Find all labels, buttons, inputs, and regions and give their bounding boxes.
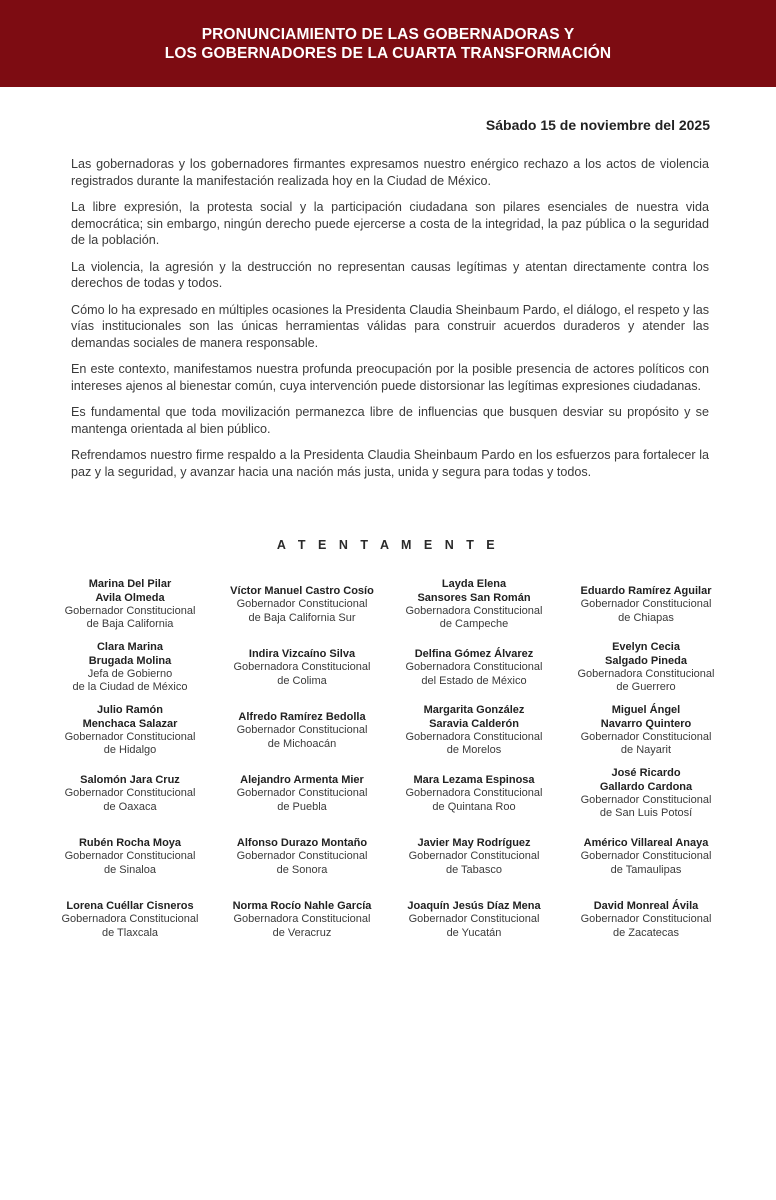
signatory-block [44, 829, 216, 885]
signatory-name: Clara Marina [96, 641, 164, 654]
signatory-title: Gobernadora Constitucional [405, 787, 543, 800]
signatory-title: de Michoacán [267, 737, 337, 750]
signatory-block [388, 892, 560, 948]
signatory-title: Gobernador Constitucional [236, 787, 368, 800]
signatory-title: Gobernadora Constitucional [233, 661, 371, 674]
signatory-title: Gobernador Constitucional [64, 731, 196, 743]
paragraph: La libre expresión, la protesta social y la participación ciudadana son pilares esenciales de nuestra vida democrática; sin embargo, ningún derecho puede ejercerse a costa de la integridad, la paz pública o la seguridad de la población. [71, 200, 709, 247]
signatory-title: Gobernadora Constitucional [405, 661, 543, 674]
signatory-block [560, 829, 732, 885]
signatory-block [388, 766, 560, 822]
signatory-title: Gobernadora Constitucional [61, 913, 199, 926]
paragraph: Las gobernadoras y los gobernadores firmantes expresamos nuestro enérgico rechazo a los actos de violencia registrados durante la manifestación realizada hoy en la Ciudad de México. [71, 157, 709, 188]
signatory-title: de Nayarit [620, 744, 672, 757]
signatory-name: Sansores San Román [417, 591, 531, 604]
signatory-name: Américo Villareal Anaya [583, 836, 709, 849]
signatory-block [216, 703, 388, 759]
signatory-block [44, 577, 216, 633]
signatory-name: Brugada Molina [88, 654, 172, 667]
signatory-name: Salomón Jara Cruz [80, 773, 180, 786]
signatory-block [216, 640, 388, 696]
signatory-name: Margarita González [423, 704, 525, 717]
signatory-title: de Zacatecas [612, 926, 680, 939]
signatory-name: Marina Del Pilar [88, 578, 172, 591]
signatory-name: Miguel Ángel [611, 704, 681, 717]
signatory-name: Evelyn Cecia [612, 641, 680, 654]
signatory-title: Gobernador Constitucional [64, 787, 196, 800]
paragraph: Cómo lo ha expresado en múltiples ocasiones la Presidenta Claudia Sheinbaum Pardo, el diálogo, el respeto y las vías institucionales son las únicas herramientas válidas para construir acuerdos duraderos y atender las demandas sociales de manera responsable. [71, 302, 709, 350]
signatory-title: de Colima [277, 674, 327, 687]
signatory-title: de Morelos [446, 744, 502, 757]
signatory-title: Gobernador Constitucional [580, 913, 712, 926]
signatory-name: Menchaca Salazar [82, 717, 178, 730]
signatory-title: Gobernadora Constitucional [405, 731, 543, 743]
signatory-name: Eduardo Ramírez Aguilar [580, 584, 712, 597]
signatory-block [388, 577, 560, 633]
signatory-title: Gobernador Constitucional [580, 731, 712, 743]
signatory-block [44, 703, 216, 759]
signatory-title: de Tamaulipas [610, 863, 682, 876]
signatory-name: José Ricardo [611, 767, 681, 780]
signatory-block [44, 892, 216, 948]
signatory-title: de Oaxaca [103, 800, 157, 813]
signatory-title: de Sinaloa [104, 863, 156, 876]
signatory-title: de Tlaxcala [101, 926, 159, 939]
signatory-title: Gobernador Constitucional [236, 598, 368, 611]
paragraph: Refrendamos nuestro firme respaldo a la Presidenta Claudia Sheinbaum Pardo en los esfuerzos para fortalecer la paz y la seguridad, y avanzar hacia una nación más justa, unida y segura para todas y todos. [71, 448, 709, 479]
signatory-title: Gobernadora Constitucional [405, 605, 543, 617]
signatories-grid [44, 577, 732, 955]
signatory-title: de Tabasco [445, 863, 503, 876]
signatory-title: de Baja California Sur [248, 611, 356, 624]
signatory-block [560, 640, 732, 696]
signatory-block [560, 577, 732, 633]
signatory-block [388, 640, 560, 696]
signatory-title: Gobernador Constitucional [408, 913, 540, 926]
signatory-title: Gobernador Constitucional [236, 850, 368, 863]
signatory-name: Rubén Rocha Moya [78, 836, 182, 849]
paragraph: La violencia, la agresión y la destrucción no representan causas legítimas y atentan directamente contra los derechos de todas y todos. [71, 259, 709, 290]
document-title [165, 25, 611, 63]
signatory-name: Navarro Quintero [600, 717, 692, 730]
signatory-name: Gallardo Cardona [599, 780, 693, 793]
signatory-title: Gobernador Constitucional [580, 598, 712, 611]
signatory-block [388, 829, 560, 885]
signatory-name: Alfonso Durazo Montaño [236, 836, 368, 849]
signatory-name: Salgado Pineda [605, 654, 687, 667]
signatory-title: del Estado de México [421, 674, 527, 687]
paragraph: Es fundamental que toda movilización permanezca libre de influencias que busquen desviar su propósito y se mantenga orientada al bien público. [71, 405, 709, 436]
signatory-title: Gobernadora Constitucional [577, 668, 715, 680]
signatory-title: de Yucatán [446, 926, 502, 939]
signatory-name: Julio Ramón [96, 704, 163, 717]
signatory-title: Gobernador Constitucional [408, 850, 540, 863]
signatory-name: Norma Rocío Nahle García [232, 899, 372, 912]
signatory-name: Javier May Rodríguez [417, 836, 531, 849]
signatory-title: Gobernador Constitucional [580, 794, 712, 806]
signatory-title: de Guerrero [616, 681, 676, 694]
header-banner [0, 0, 776, 87]
signatory-title: de Sonora [276, 863, 328, 876]
signatory-title: Gobernador Constitucional [580, 850, 712, 863]
signatory-title: Gobernador Constitucional [64, 605, 196, 617]
signatory-name: Alfredo Ramírez Bedolla [238, 710, 366, 723]
document-date: Sábado 15 de noviembre del 2025 [485, 117, 710, 133]
signatory-name: Alejandro Armenta Mier [240, 773, 364, 786]
title-line-1: PRONUNCIAMIENTO DE LAS GOBERNADORAS Y [201, 25, 575, 43]
signatory-name: Víctor Manuel Castro Cosío [230, 584, 374, 597]
signatory-title: de Campeche [439, 618, 509, 631]
signatory-block [44, 766, 216, 822]
signatory-title: de la Ciudad de México [72, 681, 188, 694]
signatory-name: Lorena Cuéllar Cisneros [66, 899, 194, 912]
signatory-block [216, 892, 388, 948]
signatory-name: Mara Lezama Espinosa [413, 773, 535, 786]
signatory-name: David Monreal Ávila [593, 899, 699, 912]
signatory-block [216, 577, 388, 633]
signatory-block [560, 703, 732, 759]
signatory-name: Avila Olmeda [95, 591, 165, 604]
signatory-title: de Hidalgo [103, 744, 157, 757]
signatory-title: Gobernadora Constitucional [233, 913, 371, 926]
signatory-title: de Chiapas [618, 611, 674, 624]
signatory-block [44, 640, 216, 696]
signatory-name: Joaquín Jesús Díaz Mena [407, 899, 541, 912]
signatory-name: Saravia Calderón [429, 717, 519, 730]
title-line-2: LOS GOBERNADORES DE LA CUARTA TRANSFORMACIÓN [164, 44, 612, 62]
signatory-title: de San Luis Potosí [599, 807, 693, 820]
signatory-title: de Quintana Roo [432, 800, 516, 813]
signatory-name: Delfina Gómez Álvarez [414, 647, 534, 660]
statement-body [71, 156, 709, 490]
signatory-block [560, 892, 732, 948]
signatory-name: Layda Elena [441, 578, 507, 591]
signatory-name: Indira Vizcaíno Silva [248, 647, 356, 660]
signatory-title: Jefa de Gobierno [87, 668, 173, 680]
paragraph: En este contexto, manifestamos nuestra profunda preocupación por la posible presencia de actores políticos con intereses ajenos al bienestar común, cuya intervención puede distorsionar las legítimas expresiones ciudadanas. [71, 362, 709, 393]
signatory-title: de Veracruz [272, 926, 332, 939]
closing-atentamente: A T E N T A M E N T E [276, 538, 500, 552]
signatory-block [560, 766, 732, 822]
signatory-title: Gobernador Constitucional [64, 850, 196, 863]
signatory-title: de Baja California [86, 618, 174, 631]
signatory-block [216, 766, 388, 822]
signatory-title: Gobernador Constitucional [236, 724, 368, 737]
signatory-block [388, 703, 560, 759]
signatory-title: de Puebla [277, 800, 327, 813]
signatory-block [216, 829, 388, 885]
